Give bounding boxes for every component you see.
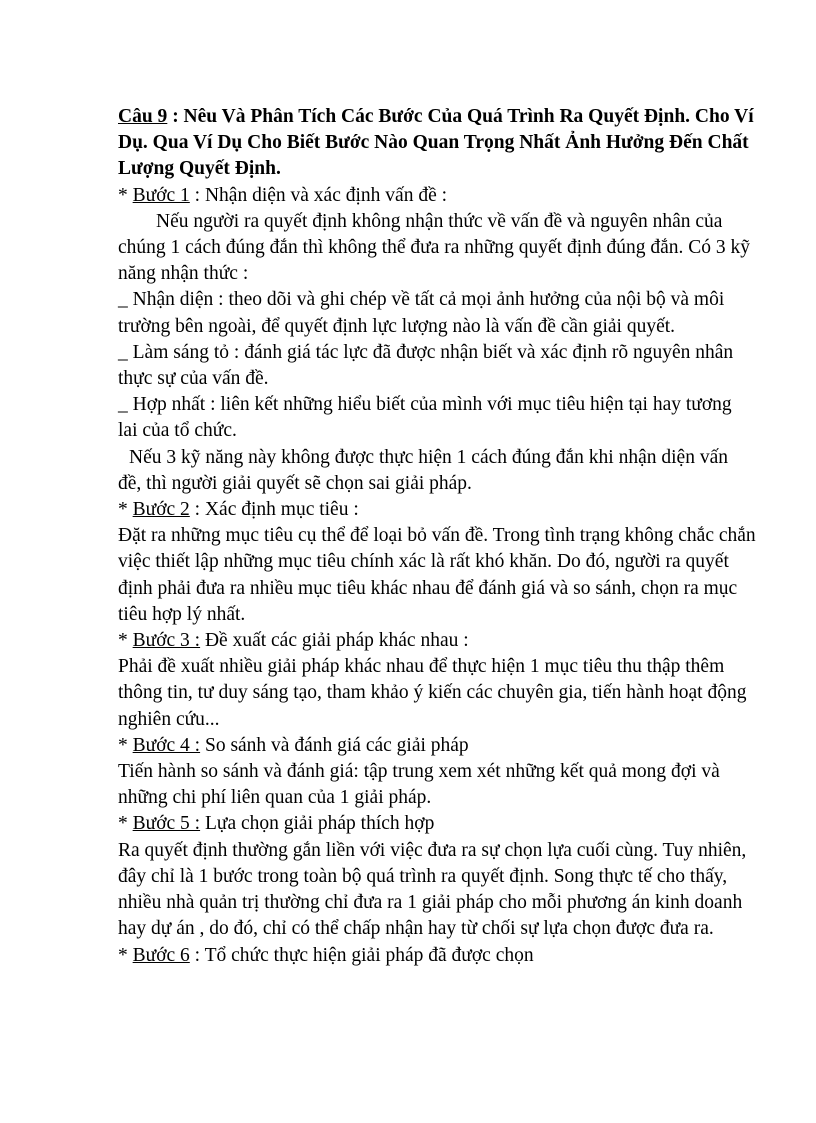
bullet: * (118, 499, 133, 521)
bullet: * (118, 184, 133, 206)
step3-heading (118, 628, 756, 654)
step4-body: Tiến hành so sánh và đánh giá: tập trung xem xét những kết quả mong đợi và những chi phí liên quan của 1 giải pháp. (118, 761, 720, 809)
step5-label: Bước 5 : (132, 813, 201, 835)
step5-body: Ra quyết định thường gắn liền với việc đưa ra sự chọn lựa cuối cùng. Tuy nhiên, đây chỉ là 1 bước trong toàn bộ quá trình ra quyết định. Song thực tế cho thấy, nhiều nhà quản trị thường chỉ đưa ra 1 giải pháp cho mỗi phương án kinh doanh hay dự án , do đó, chỉ có thể chấp nhận hay từ chối sự lựa chọn được đưa ra. (118, 839, 747, 940)
bullet: * (118, 734, 133, 756)
step1-label: Bước 1 (132, 184, 190, 206)
skill-clarify: _ Làm sáng tỏ : đánh giá tác lực đã được nhận biết và xác định rõ nguyên nhân thực sự của vấn đề. (118, 341, 734, 390)
bullet: * (118, 813, 133, 835)
step2-label: Bước 2 (132, 499, 190, 521)
step4-label: Bước 4 : (132, 734, 201, 756)
question-label: Câu 9 (118, 106, 168, 127)
step6-heading (118, 943, 756, 969)
step2-heading-text: : Xác định mục tiêu : (189, 499, 359, 521)
step4-heading-text: So sánh và đánh giá các giải pháp (200, 734, 469, 756)
skill-integrate: _ Hợp nhất : liên kết những hiểu biết của mình với mục tiêu hiện tại hay tương lai của tổ chức. (118, 394, 732, 442)
bullet: * (118, 630, 133, 652)
question-text: : Nêu Và Phân Tích Các Bước Của Quá Trình Ra Quyết Định. Cho Ví Dụ. Qua Ví Dụ Cho Biết Bước Nào Quan Trọng Nhất Ảnh Hưởng Đến Chất Lượng Quyết Định. (118, 106, 754, 180)
step5-heading-text: Lựa chọn giải pháp thích hợp (200, 813, 435, 835)
step6-label: Bước 6 (132, 944, 190, 966)
step1-conclusion: Nếu 3 kỹ năng này không được thực hiện 1 cách đúng đắn khi nhận diện vấn đề, thì người giải quyết sẽ chọn sai giải pháp. (118, 446, 728, 494)
bullet: * (118, 944, 133, 966)
step2-heading (118, 497, 756, 523)
step3-heading-text: Đề xuất các giải pháp khác nhau : (200, 630, 469, 652)
step1-heading-text: : Nhận diện và xác định vấn đề : (189, 184, 448, 206)
step5-heading (118, 811, 756, 837)
step3-label: Bước 3 : (132, 630, 201, 652)
step3-body: Phải đề xuất nhiều giải pháp khác nhau để thực hiện 1 mục tiêu thu thập thêm thông tin, tư duy sáng tạo, tham khảo ý kiến các chuyên gia, tiến hành hoạt động nghiên cứu... (118, 656, 747, 730)
step4-heading (118, 733, 756, 759)
step2-body: Đặt ra những mục tiêu cụ thể để loại bỏ vấn đề. Trong tình trạng không chắc chắn việc thiết lập những mục tiêu chính xác là rất khó khăn. Do đó, người ra quyết định phải đưa ra nhiều mục tiêu khác nhau để đánh giá và so sánh, chọn ra mục tiêu hợp lý nhất. (118, 525, 756, 625)
step1-heading (118, 183, 756, 209)
step1-paragraph: Nếu người ra quyết định không nhận thức về vấn đề và nguyên nhân của chúng 1 cách đúng đắn thì không thể đưa ra những quyết định đúng đắn. Có 3 kỹ năng nhận thức : (118, 210, 751, 285)
question-title (118, 104, 756, 183)
step6-heading-text: : Tổ chức thực hiện giải pháp đã được chọn (189, 944, 534, 966)
skill-identify: _ Nhận diện : theo dõi và ghi chép về tất cả mọi ảnh hưởng của nội bộ và môi trường bên ngoài, để quyết định lực lượng nào là vấn đề cần giải quyết. (118, 289, 725, 337)
